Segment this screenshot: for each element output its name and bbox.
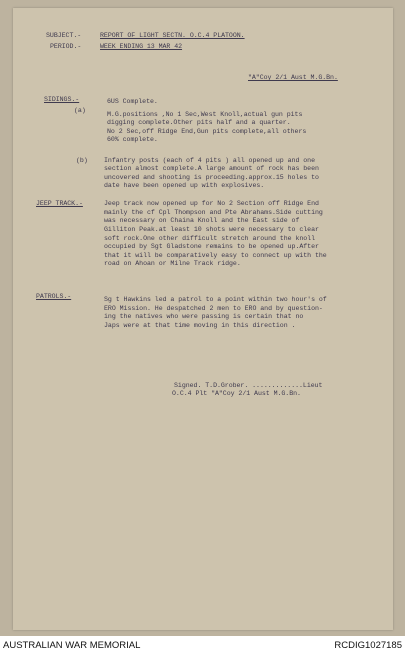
- sidings-label: SIDINGS.-: [44, 96, 80, 103]
- archive-footer: [0, 636, 405, 654]
- period-value: WEEK ENDING 13 MAR 42: [100, 43, 183, 50]
- subject-label: SUBJECT.-: [46, 32, 82, 39]
- patrols-line-4: Japs were at that time moving in this direction .: [104, 322, 296, 329]
- jeep-track-label: JEEP TRACK.-: [36, 200, 83, 207]
- jeep-line-7: that it will be comparatively easy to connect up with the: [104, 252, 327, 259]
- period-label: PERIOD.-: [50, 43, 82, 50]
- jeep-line-3: was necessary on Chaina Knoll and the East side of: [104, 217, 300, 224]
- patrols-line-3: ing the natives who were passing is certain that no: [104, 313, 304, 320]
- sidings-a-line-4: 60% complete.: [107, 136, 158, 143]
- subject-value: REPORT OF LIGHT SECTN. O.C.4 PLATOON.: [100, 32, 245, 39]
- jeep-line-2: mainly the cf Cpl Thompson and Pte Abrahams.Side cutting: [104, 209, 323, 216]
- patrols-label: PATROLS.-: [36, 293, 72, 300]
- sidings-b-line-4: date have been opened up with explosives.: [104, 182, 265, 189]
- sidings-b-line-1: Infantry posts (each of 4 pits ) all opened up and one: [104, 157, 315, 164]
- sidings-a-marker: (a): [74, 107, 86, 114]
- patrols-line-1: Sg t Hawkins led a patrol to a point within two hour's of: [104, 296, 327, 303]
- jeep-line-5: soft rock.One other difficult stretch around the knoll: [104, 235, 315, 242]
- sidings-a-line-1: M.G.positions ,No 1 Sec,West Knoll,actual gun pits: [107, 111, 303, 118]
- unit-line: "A"Coy 2/1 Aust M.G.Bn.: [248, 74, 338, 81]
- sidings-a-line-2: digging complete.Other pits half and a quarter.: [107, 119, 291, 126]
- jeep-line-4: Gilliton Peak.at least 10 shots were necessary to clear: [104, 226, 319, 233]
- sidings-a-line-3: No 2 Sec,off Ridge End,Gun pits complete,all others: [107, 128, 307, 135]
- archive-reference: RCDIG1027185: [334, 640, 402, 651]
- sidings-b-marker: (b): [76, 157, 88, 164]
- signature-line: Signed. T.D.Grober. .............Lieut: [174, 382, 323, 389]
- sidings-b-line-2: section almost complete.A large amount of rock has been: [104, 165, 319, 172]
- jeep-line-8: road on Ahoan or Milne Track ridge.: [104, 260, 241, 267]
- archive-name: AUSTRALIAN WAR MEMORIAL: [3, 640, 141, 651]
- sidings-b-line-3: uncovered and shooting is proceeding.approx.15 holes to: [104, 174, 319, 181]
- patrols-line-2: ERO Mission. He despatched 2 men to ERO and by question-: [104, 305, 323, 312]
- jeep-line-1: Jeep track now opened up for No 2 Section off Ridge End: [104, 200, 319, 207]
- jeep-line-6: occupied by Sgt Gladstone remains to be opened up.After: [104, 243, 319, 250]
- sidings-intro: 6US Complete.: [107, 98, 158, 105]
- signature-title: O.C.4 Plt "A"Coy 2/1 Aust M.G.Bn.: [172, 390, 301, 397]
